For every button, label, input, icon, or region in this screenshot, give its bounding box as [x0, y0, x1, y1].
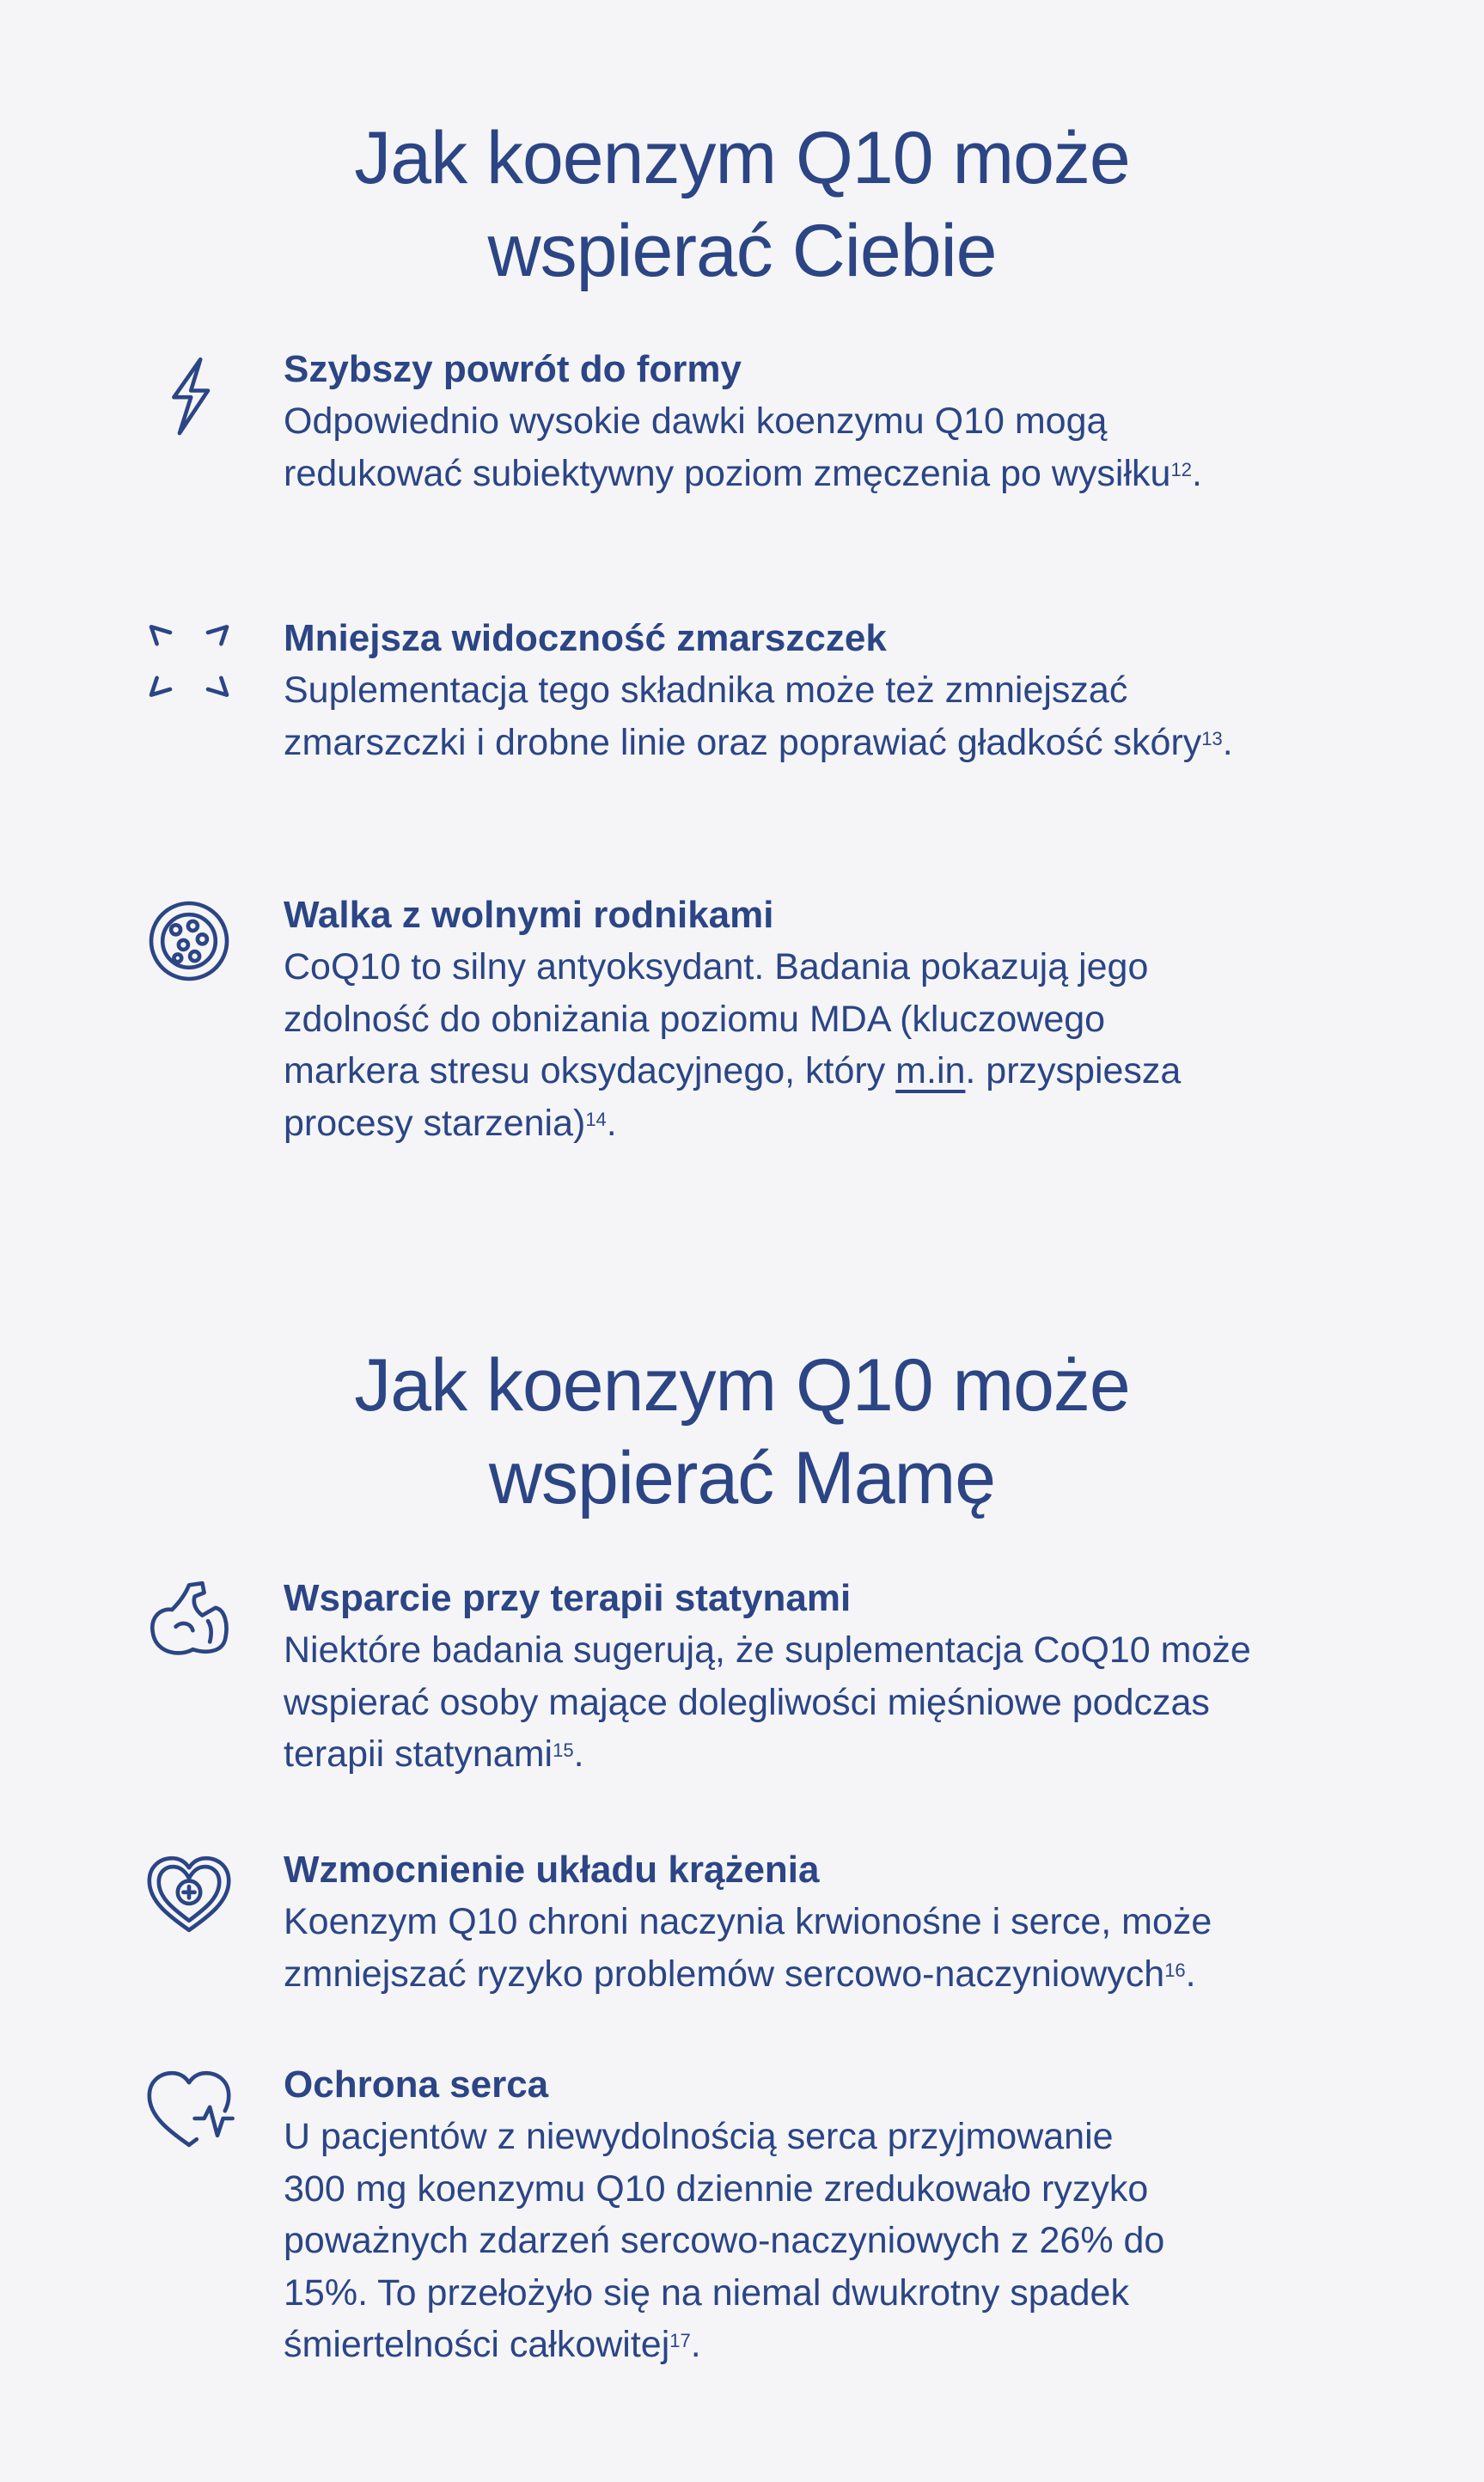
benefit-title: Mniejsza widoczność zmarszczek: [284, 617, 887, 659]
description-line: Suplementacja tego składnika może też zmniejszać: [284, 669, 1128, 711]
description-line: markera stresu oksydacyjnego, który: [284, 1050, 896, 1091]
footnote-ref: 17: [669, 2330, 691, 2351]
description-line: Odpowiednio wysokie dawki koenzymu Q10 mogą: [284, 400, 1108, 442]
description-end: .: [1185, 1953, 1196, 1995]
abbreviation-link[interactable]: m.in: [895, 1050, 966, 1091]
description-line: zmniejszać ryzyko problemów sercowo-naczyniowych: [284, 1953, 1165, 1995]
benefit-description: [284, 395, 1366, 499]
description-line: redukować subiektywny poziom zmęczenia po wysiłku: [284, 452, 1171, 494]
heart-plus-icon-svg: [142, 1847, 236, 1941]
flexed-arm-icon-svg: [142, 1572, 236, 1666]
description-line: terapii statynami: [284, 1733, 553, 1775]
description-line: 15%. To przełożyło się na niemal dwukrotny spadek: [284, 2271, 1129, 2314]
heart-pulse-icon-svg: [142, 2062, 236, 2156]
description-line: Koenzym Q10 chroni naczynia krwionośne i serce, może: [284, 1901, 1212, 1942]
lightning-icon-svg: [142, 348, 236, 443]
description-line: U pacjentów z niewydolnością serca przyjmowanie: [284, 2116, 1114, 2157]
description-end: .: [573, 1733, 584, 1775]
lightning-icon: [137, 344, 241, 447]
benefit-title: Walka z wolnymi rodnikami: [284, 894, 774, 936]
benefit-description: [284, 1624, 1366, 1781]
benefit-title: Wsparcie przy terapii statynami: [284, 1577, 852, 1619]
description-end: .: [1191, 452, 1202, 494]
description-line: . przyspiesza: [965, 1050, 1182, 1091]
benefit-title: Wzmocnienie układu krążenia: [284, 1849, 820, 1891]
benefit-description: [284, 1896, 1366, 2000]
shrink-arrows-icon: [137, 609, 241, 712]
section-title-ciebie: [0, 112, 1484, 297]
section-ciebie: [0, 112, 1484, 297]
description-line: 300 mg koenzymu Q10 dziennie zredukowało ryzyko: [284, 2167, 1149, 2210]
flexed-arm-icon: [137, 1568, 241, 1671]
title-line-2: wspierać Ciebie: [487, 210, 997, 292]
heart-plus-icon: [137, 1843, 241, 1946]
section-title-mame: [0, 1339, 1484, 1525]
benefit-title: Szybszy powrót do formy: [284, 348, 742, 390]
description-end: .: [690, 2324, 701, 2365]
benefit-description: [284, 664, 1366, 768]
description-line: zdolność do obniżania poziomu MDA (kluczowego: [284, 998, 1106, 1040]
description-line: wspierać osoby mające dolegliwości mięśniowe podczas: [284, 1681, 1210, 1723]
footnote-ref: 16: [1164, 1959, 1186, 1981]
description-line: zmarszczki i drobne linie oraz poprawiać gładkość skóry: [284, 721, 1202, 763]
description-line: śmiertelności całkowitej: [284, 2324, 670, 2365]
description-line: CoQ10 to silny antyoksydant. Badania pokazują jego: [284, 946, 1149, 987]
title-line-1: Jak koenzym Q10 może: [354, 117, 1130, 199]
description-line: Niektóre badania sugerują, że suplementacja CoQ10 może: [284, 1629, 1251, 1671]
footnote-ref: 14: [585, 1108, 607, 1130]
footnote-ref: 12: [1170, 458, 1192, 480]
cell-icon: [137, 889, 241, 993]
heart-pulse-icon: [137, 2057, 241, 2161]
description-end: .: [1222, 721, 1233, 763]
benefit-description: [284, 2111, 1366, 2371]
benefit-title: Ochrona serca: [284, 2063, 549, 2106]
description-end: .: [606, 1102, 617, 1144]
description-line: procesy starzenia): [284, 1102, 586, 1144]
title-line-2: wspierać Mamę: [488, 1437, 996, 1519]
section-mame: [0, 1339, 1484, 1525]
cell-icon-svg: [142, 894, 236, 988]
footnote-ref: 15: [553, 1739, 574, 1761]
footnote-ref: 13: [1201, 727, 1223, 749]
benefit-description: [284, 941, 1366, 1149]
shrink-arrows-icon-svg: [142, 614, 236, 708]
title-line-1: Jak koenzym Q10 może: [354, 1344, 1130, 1427]
description-line: poważnych zdarzeń sercowo-naczyniowych z 26% do: [284, 2220, 1165, 2261]
